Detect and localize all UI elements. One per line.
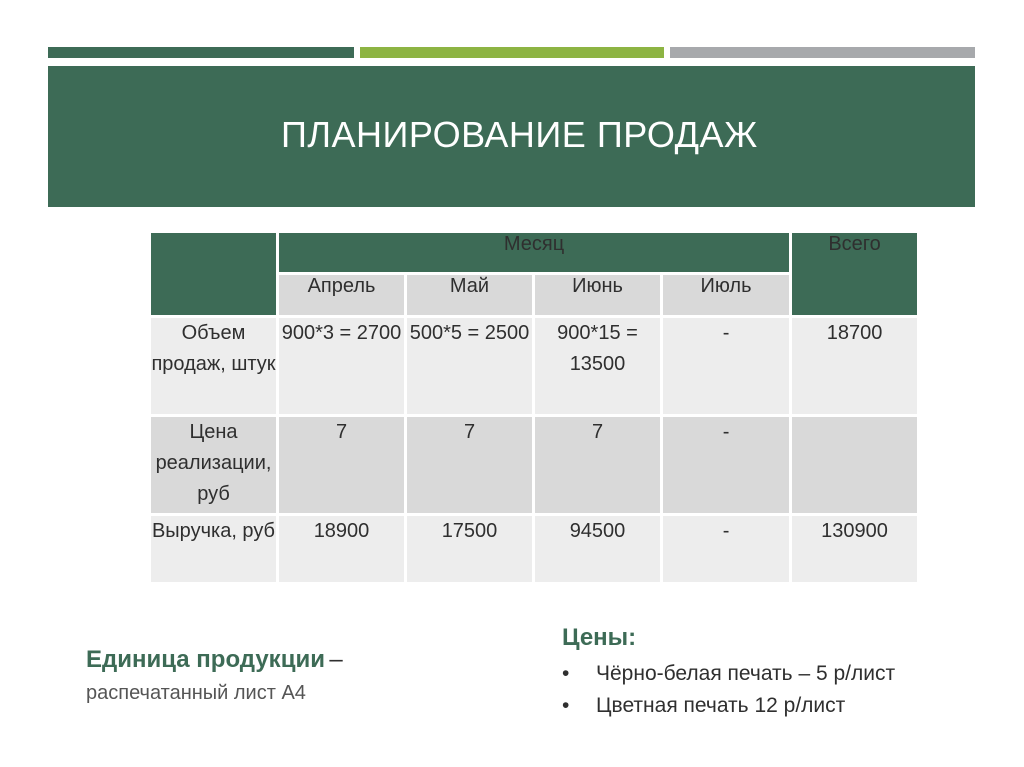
list-item	[562, 690, 895, 722]
table-cell: 7	[278, 416, 406, 515]
product-unit-description: распечатанный лист А4	[86, 682, 306, 704]
price-item-text: Чёрно-белая печать – 5 р/лист	[596, 662, 896, 685]
accent-stripe-green	[48, 47, 354, 58]
table-row	[150, 515, 919, 584]
month-june: Июнь	[534, 274, 662, 317]
table-cell: -	[662, 317, 791, 416]
row-label: Выручка, руб	[150, 515, 278, 584]
table-cell: 18900	[278, 515, 406, 584]
header-corner-cell	[150, 232, 278, 317]
title-banner	[48, 66, 975, 207]
row-label: Объем продаж, штук	[150, 317, 278, 416]
prices-title: Цены:	[562, 624, 637, 651]
table-cell: 500*5 = 2500	[406, 317, 534, 416]
table-cell: 900*15 = 13500	[534, 317, 662, 416]
prices-list	[562, 658, 895, 722]
product-unit-dash: –	[329, 646, 343, 673]
product-unit-title: Единица продукции	[86, 646, 325, 673]
table-cell: 7	[534, 416, 662, 515]
table-header-row	[150, 232, 919, 274]
table-cell: 94500	[534, 515, 662, 584]
accent-stripe-lime	[360, 47, 664, 58]
month-header: Месяц	[278, 232, 791, 274]
table-cell: -	[662, 416, 791, 515]
prices-block	[562, 624, 895, 722]
total-header: Всего	[791, 232, 919, 317]
total-cell	[791, 416, 919, 515]
accent-stripe-grey	[670, 47, 975, 58]
bullet-icon: •	[562, 662, 570, 685]
table-cell: -	[662, 515, 791, 584]
price-item-text: Цветная печать 12 р/лист	[596, 694, 846, 717]
total-cell: 18700	[791, 317, 919, 416]
month-july: Июль	[662, 274, 791, 317]
total-cell: 130900	[791, 515, 919, 584]
list-item	[562, 658, 895, 690]
bullet-icon: •	[562, 694, 570, 717]
product-unit-note	[86, 646, 343, 705]
table-cell: 7	[406, 416, 534, 515]
sales-plan-table	[148, 230, 920, 585]
page-title: ПЛАНИРОВАНИЕ ПРОДАЖ	[281, 114, 758, 155]
table-row	[150, 317, 919, 416]
table-row	[150, 416, 919, 515]
row-label: Цена реализации, руб	[150, 416, 278, 515]
month-april: Апрель	[278, 274, 406, 317]
table-cell: 17500	[406, 515, 534, 584]
month-may: Май	[406, 274, 534, 317]
table-cell: 900*3 = 2700	[278, 317, 406, 416]
